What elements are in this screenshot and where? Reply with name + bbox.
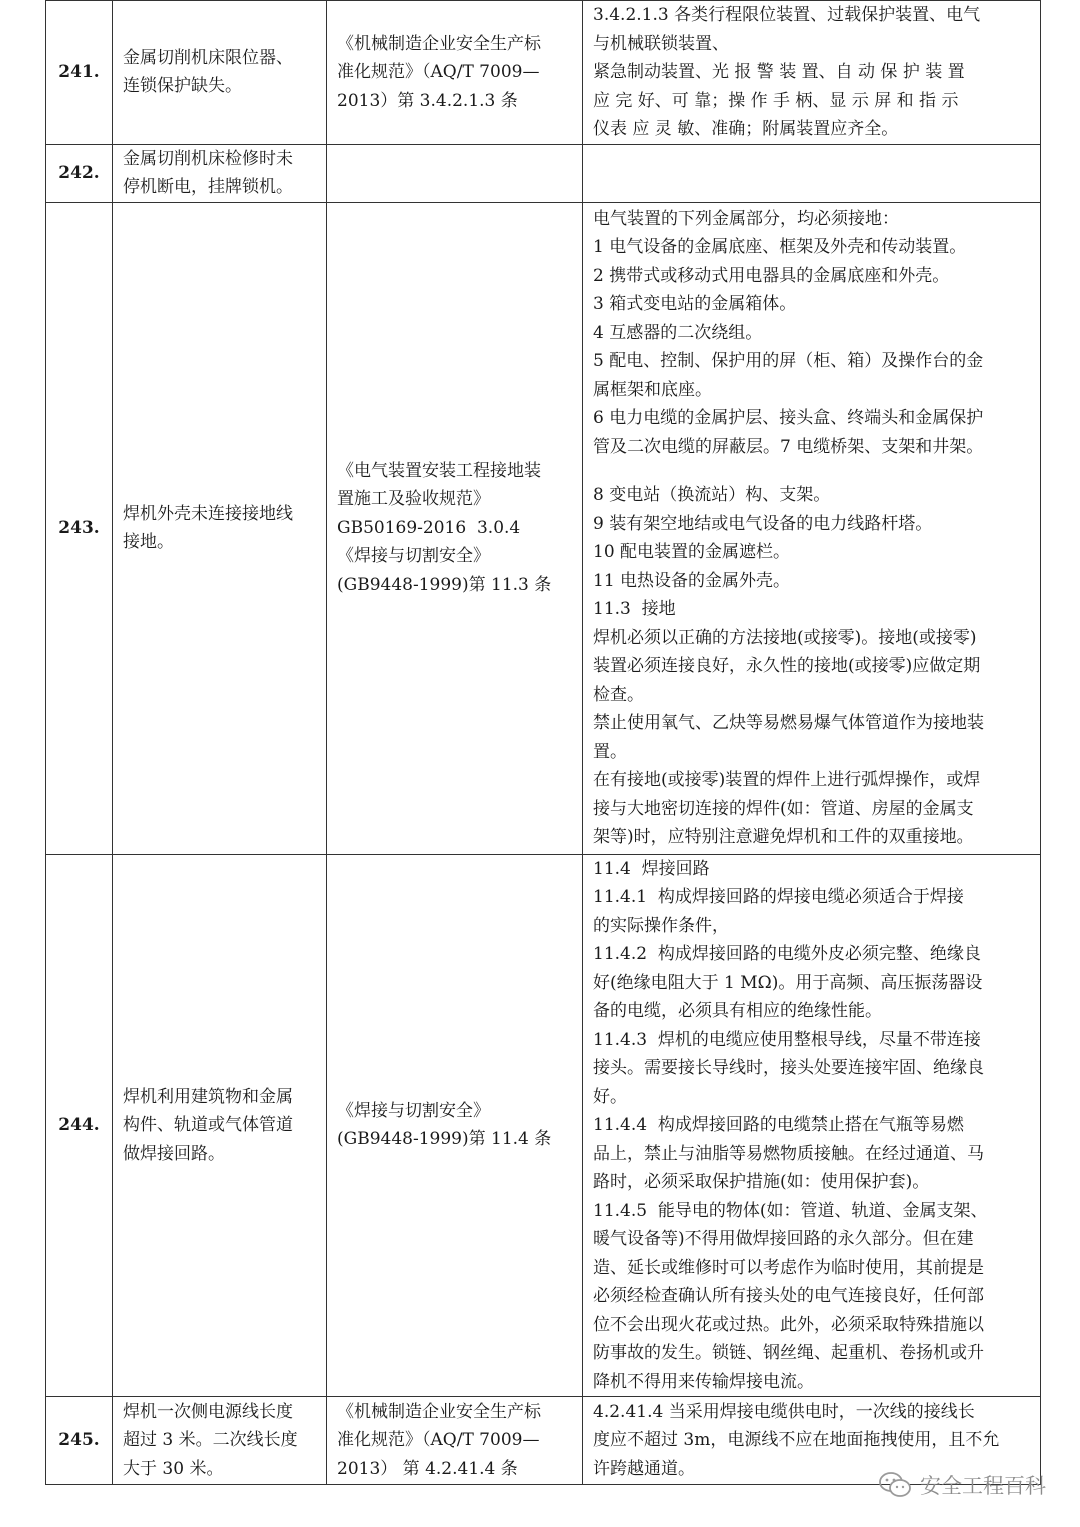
requirement-cell	[583, 854, 1041, 1397]
requirement-text: 品上，禁止与油脂等易燃物质接触。在经过通道、马	[593, 1143, 984, 1164]
table-row-241	[46, 1, 1041, 145]
requirement-text: 许跨越通道。	[593, 1458, 695, 1479]
watermark-text: 安全工程百科	[920, 1474, 1046, 1498]
requirement-text: 11.4.5 能导电的物体(如：管道、轨道、金属支架、	[593, 1200, 988, 1221]
requirement-text: 路时，必须采取保护措施(如：使用保护套)。	[593, 1172, 930, 1192]
requirement-text: 6 电力电缆的金属护层、接头盒、终端头和金属保护	[593, 408, 984, 428]
basis-text: 置施工及验收规范》	[337, 489, 490, 510]
requirement-text: 属框架和底座。	[593, 379, 712, 400]
requirement-text: 位不会出现火花或过热。此外，必须采取特殊措施以	[593, 1314, 984, 1335]
requirement-text: 检查。	[593, 684, 644, 705]
table-row-244	[46, 854, 1041, 1397]
requirement-text: 9 装有架空地结或电气设备的电力线路杆塔。	[593, 513, 933, 534]
requirement-text: 11.4.1 构成焊接回路的焊接电缆必须适合于焊接	[593, 887, 964, 907]
requirement-text: 焊机必须以正确的方法接地(或接零)。接地(或接零)	[593, 627, 977, 648]
requirement-text: 1 电气设备的金属底座、框架及外壳和传动装置。	[593, 237, 967, 257]
row-number: 244.	[46, 854, 113, 1397]
basis-text: 《机械制造企业安全生产标	[337, 33, 541, 54]
row-number: 242.	[46, 144, 113, 202]
basis-cell	[327, 202, 583, 854]
requirement-text: 电气装置的下列金属部分，均必须接地：	[593, 208, 899, 229]
requirement-text: 2 携带式或移动式用电器具的金属底座和外壳。	[593, 265, 950, 286]
row-number: 243.	[46, 202, 113, 854]
hazard-cell	[113, 202, 327, 854]
requirement-text: 8 变电站（换流站）构、支架。	[593, 485, 831, 505]
hazard-cell	[113, 144, 327, 202]
requirement-text: 5 配电、控制、保护用的屏（柜、箱）及操作台的金	[593, 351, 984, 371]
hazard-text: 金属切削机床检修时未	[123, 148, 293, 169]
table-row-243	[46, 202, 1041, 854]
requirement-text: 3 箱式变电站的金属箱体。	[593, 294, 797, 314]
hazard-cell	[113, 854, 327, 1397]
requirement-text: 暖气设备等)不得用做焊接回路的永久部分。但在建	[593, 1229, 974, 1249]
requirement-cell	[583, 144, 1041, 202]
basis-cell	[327, 144, 583, 202]
requirement-text: 3.4.2.1.3 各类行程限位装置、过载保护装置、电气	[593, 5, 981, 25]
requirement-text: 与机械联锁装置、	[593, 33, 729, 54]
basis-cell	[327, 854, 583, 1397]
paragraph-gap	[593, 461, 1030, 481]
basis-text: GB50169-2016 3.0.4	[337, 517, 521, 538]
requirement-text: 在有接地(或接零)装置的焊件上进行弧焊操作，或焊	[593, 770, 981, 790]
requirement-text: 好(绝缘电阻大于 1 MΩ)。用于高频、高压振荡器设	[593, 972, 983, 993]
hazard-text: 连锁保护缺失。	[123, 76, 242, 97]
basis-text: (GB9448-1999)第 11.4 条	[337, 1129, 552, 1150]
basis-text: 《电气装置安装工程接地装	[337, 460, 541, 481]
requirement-text: 造、延长或维修时可以考虑作为临时使用，其前提是	[593, 1257, 984, 1278]
requirement-text: 降机不得用来传输焊接电流。	[593, 1371, 814, 1392]
hazard-text: 停机断电，挂牌锁机。	[123, 177, 293, 197]
hazard-text: 构件、轨道或气体管道	[123, 1115, 293, 1135]
basis-cell	[327, 1397, 583, 1485]
requirement-text: 度应不超过 3m，电源线不应在地面拖拽使用，且不允	[593, 1430, 1000, 1451]
requirement-text: 接与大地密切连接的焊件(如：管道、房屋的金属支	[593, 798, 974, 819]
basis-text: 《焊接与切割安全》	[337, 1100, 490, 1121]
requirement-text: 应 完 好、可 靠；操 作 手 柄、显 示 屏 和 指 示	[593, 90, 959, 111]
row-number: 245.	[46, 1397, 113, 1485]
hazard-text: 接地。	[123, 532, 174, 552]
basis-text: 准化规范》（AQ/T 7009—	[337, 1430, 540, 1451]
requirement-text: 置。	[593, 741, 627, 762]
requirement-text: 仪表 应 灵 敏、准确；附属装置应齐全。	[593, 119, 899, 139]
basis-text: 《焊接与切割安全》	[337, 546, 490, 567]
basis-cell	[327, 1, 583, 145]
basis-text: (GB9448-1999)第 11.3 条	[337, 574, 552, 595]
basis-text: 2013）第 3.4.2.1.3 条	[337, 90, 518, 111]
hazard-text: 金属切削机床限位器、	[123, 47, 293, 68]
table-row-242	[46, 144, 1041, 202]
requirement-text: 接头。需要接长导线时，接头处要连接牢固、绝缘良	[593, 1058, 984, 1078]
hazard-text: 超过 3 米。二次线长度	[123, 1430, 298, 1451]
requirement-text: 11.4 焊接回路	[593, 858, 710, 879]
basis-text: 准化规范》（AQ/T 7009—	[337, 62, 540, 82]
requirement-text: 4 互感器的二次绕组。	[593, 322, 763, 343]
requirement-text: 11 电热设备的金属外壳。	[593, 570, 791, 591]
basis-text: 《机械制造企业安全生产标	[337, 1401, 541, 1422]
requirement-text: 紧急制动装置、光 报 警 装 置、自 动 保 护 装 置	[593, 62, 965, 82]
requirement-text: 11.4.4 构成焊接回路的电缆禁止搭在气瓶等易燃	[593, 1115, 964, 1135]
wechat-icon	[878, 1471, 912, 1499]
watermark	[878, 1470, 1046, 1500]
row-number: 241.	[46, 1, 113, 145]
requirement-text: 11.4.2 构成焊接回路的电缆外皮必须完整、绝缘良	[593, 944, 981, 964]
requirement-text: 10 配电装置的金属遮栏。	[593, 542, 791, 562]
hazard-cell	[113, 1397, 327, 1485]
requirement-text: 好。	[593, 1086, 627, 1107]
requirement-text: 11.3 接地	[593, 599, 676, 619]
requirement-text: 4.2.41.4 当采用焊接电缆供电时，一次线的接线长	[593, 1401, 975, 1422]
requirement-cell	[583, 202, 1041, 854]
hazard-text: 焊机外壳未连接接地线	[123, 503, 293, 524]
requirement-text: 管及二次电缆的屏蔽层。7 电缆桥架、支架和井架。	[593, 436, 984, 457]
requirement-cell	[583, 1, 1041, 145]
requirement-text: 的实际操作条件，	[593, 915, 729, 936]
requirement-text: 防事故的发生。锁链、钢丝绳、起重机、卷扬机或升	[593, 1343, 984, 1363]
basis-text: 2013） 第 4.2.41.4 条	[337, 1458, 518, 1479]
hazard-text: 大于 30 米。	[123, 1458, 224, 1479]
hazard-cell	[113, 1, 327, 145]
hazard-text: 焊机利用建筑物和金属	[123, 1086, 293, 1107]
hazard-text: 做焊接回路。	[123, 1143, 225, 1164]
requirement-text: 必须经检查确认所有接头处的电气连接良好，任何部	[593, 1286, 984, 1306]
hazard-text: 焊机一次侧电源线长度	[123, 1401, 293, 1422]
hazard-table	[45, 0, 1041, 1485]
requirement-text: 备的电缆，必须具有相应的绝缘性能。	[593, 1001, 882, 1021]
requirement-text: 禁止使用氧气、乙炔等易燃易爆气体管道作为接地装	[593, 713, 984, 733]
requirement-text: 装置必须连接良好，永久性的接地(或接零)应做定期	[593, 656, 981, 676]
requirement-text: 11.4.3 焊机的电缆应使用整根导线，尽量不带连接	[593, 1029, 981, 1050]
requirement-text: 架等)时，应特别注意避免焊机和工件的双重接地。	[593, 827, 974, 847]
